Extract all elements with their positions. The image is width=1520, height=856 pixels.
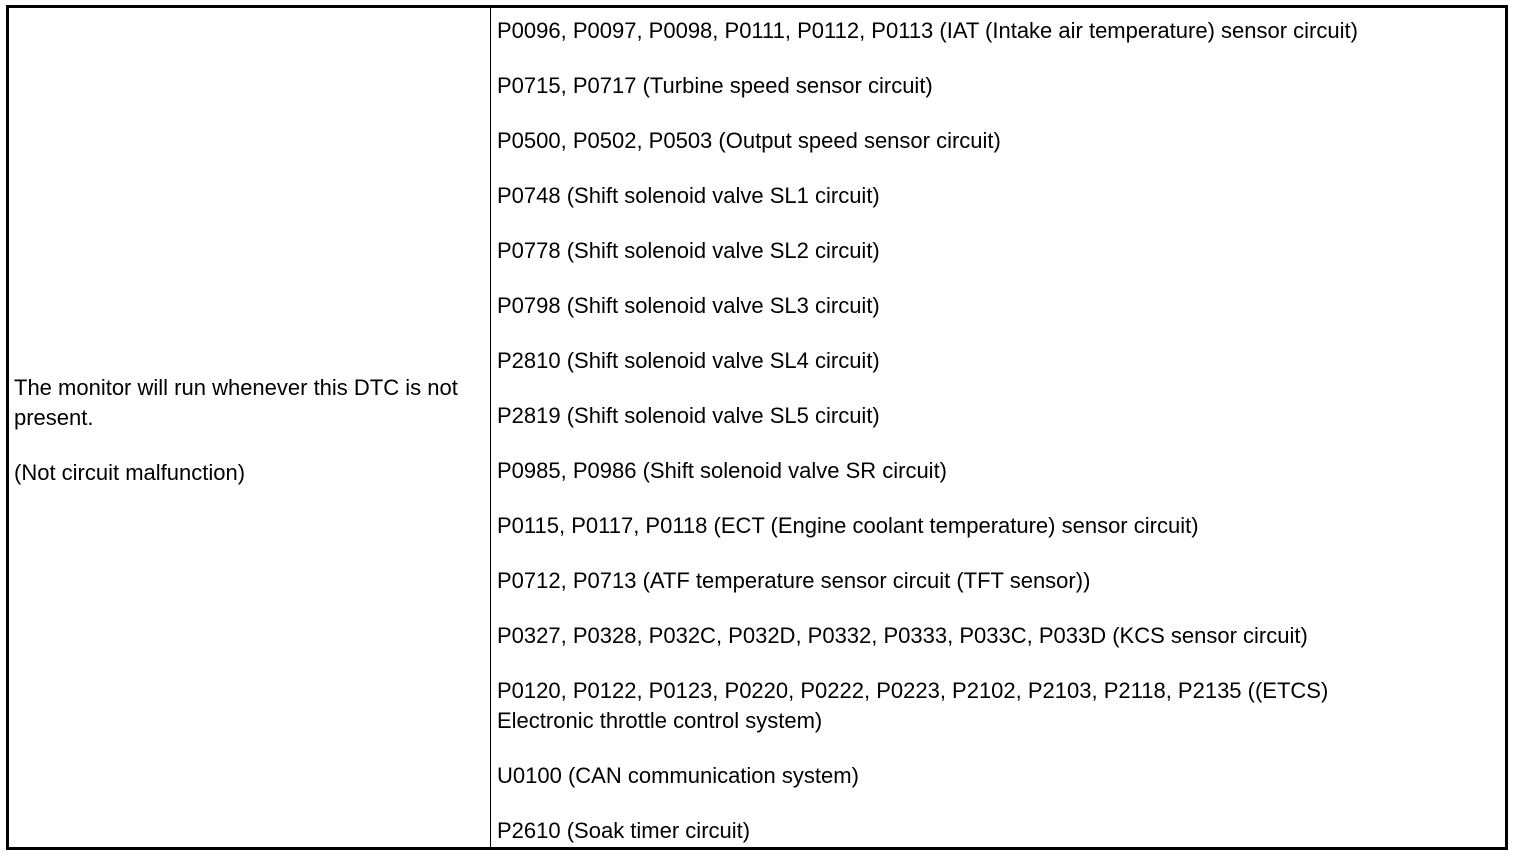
- dtc-entry: P0120, P0122, P0123, P0220, P0222, P0223, P2102, P2103, P2118, P2135 ((ETCS): [497, 678, 1329, 703]
- dtc-entry: U0100 (CAN communication system): [497, 763, 859, 788]
- dtc-table: [6, 5, 1508, 850]
- dtc-entry: P0778 (Shift solenoid valve SL2 circuit): [497, 238, 880, 263]
- dtc-entry: P2610 (Soak timer circuit): [497, 818, 751, 843]
- dtc-entry: P0096, P0097, P0098, P0111, P0112, P0113 (IAT (Intake air temperature) sensor circuit): [497, 18, 1358, 43]
- dtc-entry: P0748 (Shift solenoid valve SL1 circuit): [497, 183, 880, 208]
- dtc-entry: P0712, P0713 (ATF temperature sensor circuit (TFT sensor)): [497, 568, 1091, 593]
- monitor-condition-note: (Not circuit malfunction): [14, 460, 246, 485]
- dtc-entry: P0798 (Shift solenoid valve SL3 circuit): [497, 293, 880, 318]
- dtc-entry-continuation: Electronic throttle control system): [497, 708, 823, 733]
- dtc-entry: P0500, P0502, P0503 (Output speed sensor circuit): [497, 128, 1001, 153]
- monitor-condition-text: The monitor will run whenever this DTC is not present.: [14, 375, 458, 430]
- related-dtc-cell: [491, 8, 1505, 847]
- dtc-entry: P2819 (Shift solenoid valve SL5 circuit): [497, 403, 880, 428]
- monitor-condition-cell: [9, 8, 491, 847]
- dtc-entry: P0985, P0986 (Shift solenoid valve SR circuit): [497, 458, 948, 483]
- dtc-entry: P2810 (Shift solenoid valve SL4 circuit): [497, 348, 880, 373]
- dtc-entry: P0115, P0117, P0118 (ECT (Engine coolant temperature) sensor circuit): [497, 513, 1199, 538]
- dtc-entry: P0327, P0328, P032C, P032D, P0332, P0333, P033C, P033D (KCS sensor circuit): [497, 623, 1308, 648]
- dtc-entry: P0715, P0717 (Turbine speed sensor circuit): [497, 73, 933, 98]
